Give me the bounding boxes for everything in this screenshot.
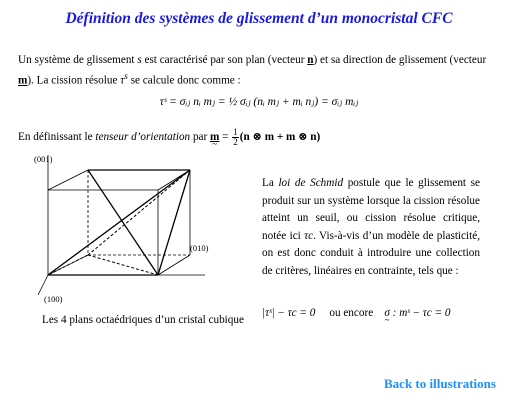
- orientation-tensor-definition: En définissant le tenseur d’orientation par m ~ = $\frac{1}{2}$ (n ⊗ m + m ⊗ n): [18, 128, 508, 147]
- back-to-illustrations-link[interactable]: Back to illustrations: [384, 376, 496, 391]
- yield-criterion-equation: |τˢ| − τc = 0 ou encore σ ~ : mˢ − τc = 0: [262, 307, 502, 319]
- axis-label-001: (001): [34, 154, 53, 164]
- schmid-law-paragraph: La loi de Schmid postule que le glissement se produit sur un système lorsque la cission résolue atteint un seuil, ou cission résolue critique, notée ici τc. Vis-à-vis d’un modèle de plasticité, on est donc conduit à introduire une collection de critères, linéaires en contrainte, tels que :: [262, 177, 480, 277]
- axis-label-100: (100): [44, 294, 63, 304]
- octahedral-planes-diagram: [30, 150, 230, 310]
- intro-paragraph: Un système de glissement s est caractérisé par son plan (vecteur n) et sa direction de glissement (vecteur m). La cission résolue $\tau^s$ se calcule donc comme :: [18, 54, 487, 87]
- axis-label-010: (010): [190, 243, 209, 253]
- page-title: Définition des systèmes de glissement d’un monocristal CFC: [65, 10, 453, 27]
- resolved-shear-equation: τˢ = σᵢⱼ nᵢ mⱼ = ½ σᵢⱼ (nᵢ mⱼ + mᵢ nⱼ) = σᵢⱼ mᵢⱼ: [159, 96, 359, 108]
- diagram-caption: Les 4 plans octaédriques d’un cristal cubique: [42, 314, 244, 326]
